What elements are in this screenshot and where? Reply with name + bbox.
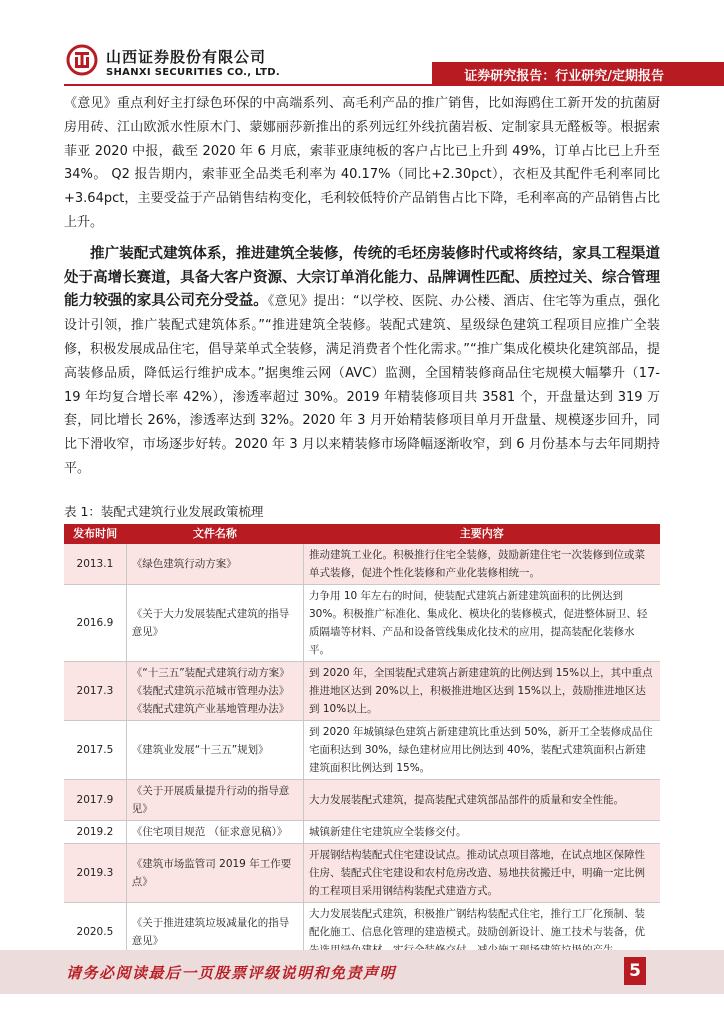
- doc-title: 《关于开展质量提升行动的指导意见》: [131, 785, 290, 815]
- doc-title: 《装配式建筑示范城市管理办法》: [131, 685, 290, 697]
- row-content: 开展钢结构装配式住宅建设试点。推动试点项目落地，在试点地区保障性住房、装配式住宅建设和农村危房改造、易地扶贫搬迁中，明确一定比例的工程项目采用钢结构装配式建造方式。: [304, 844, 661, 903]
- report-type-label: 证券研究报告：行业研究/定期报告: [464, 69, 664, 84]
- table-row: [64, 662, 660, 721]
- table-row: [64, 585, 660, 662]
- table-caption: 表 1：装配式建筑行业发展政策梳理: [64, 504, 264, 519]
- table-row: [64, 821, 660, 844]
- doc-title: 《“十三五”装配式建筑行动方案》: [131, 667, 290, 679]
- table-row: [64, 721, 660, 780]
- body-paragraph-1: 《意见》重点利好主打绿色环保的中高端系列、高毛利产品的推广销售，比如海鸥住工新开发的抗菌厨房用砖、江山欧派水性原木门、蒙娜丽莎新推出的系列远红外线抗菌岩板、定制家具无醛板等。根据索菲亚 2020 中报，截至 2020 年 6 月底，索菲亚康纯板的客户占比已上升到 49%，订单占比已上升至 34%。 Q2 报告期内，索菲亚全品类毛利率为 40.17%（同比+2.30pct），衣柜及其配件毛利率同比+3.64pct，主要受益于产品销售结构变化，毛利较低特价产品销售占比下降，毛利率高的产品销售占比上升。: [64, 96, 660, 230]
- row-content: 到 2020 年，全国装配式建筑占新建建筑的比例达到 15%以上，其中重点推进地区达到 20%以上，积极推进地区达到 15%以上，鼓励推进地区达到 10%以上。: [304, 662, 661, 721]
- row-doc-name: [126, 662, 303, 721]
- doc-title: 《关于大力发展装配式建筑的指导意见》: [131, 608, 290, 638]
- row-doc-name: [126, 844, 303, 903]
- report-type-banner: [432, 62, 724, 84]
- row-content: 大力发展装配式建筑，积极推广钢结构装配式住宅，推行工厂化预制、装配化施工、信息化管理的建造模式。鼓励创新设计、施工技术与装备，优: [304, 903, 661, 962]
- paragraph-2-emphasis: 推广装配式建筑体系，推进建筑全装修，传统的毛坯房装修时代或将终结，家具工程渠道处于高增长赛道，具备大客户资源、大宗订单消化能力、品牌调性匹配、质控过关、综合管理能力较强的家具公司充分受益。: [64, 245, 660, 310]
- doc-title: 《建筑业发展“十三五”规划》: [131, 744, 269, 756]
- row-date: 2013.1: [64, 544, 126, 585]
- table-row: [64, 544, 660, 585]
- row-date: 2019.3: [64, 844, 126, 903]
- row-doc-name: [126, 544, 303, 585]
- shanxi-securities-logo-icon: [66, 44, 98, 76]
- page-header: [0, 0, 724, 92]
- row-date: 2017.5: [64, 721, 126, 780]
- row-doc-name: [126, 585, 303, 662]
- row-content: 大力发展装配式建筑，提高装配式建筑部品部件的质量和安全性能。: [304, 780, 661, 821]
- row-doc-name: [126, 721, 303, 780]
- table-header-row: [64, 524, 660, 544]
- row-content: 推动建筑工业化。积极推行住宅全装修，鼓励新建住宅一次装修到位或菜单式装修，促进个性化装修和产业化装修相统一。: [304, 544, 661, 585]
- row-doc-name: [126, 821, 303, 844]
- company-name-en: SHANXI SECURITIES CO., LTD.: [106, 67, 280, 78]
- row-date: 2019.2: [64, 821, 126, 844]
- row-content: 到 2020 年城镇绿色建筑占新建建筑比重达到 50%，新开工全装修成品住宅面积达到 30%，绿色建材应用比例达到 40%，装配式建筑面积占新建建筑面积比例达到 15%。: [304, 721, 661, 780]
- doc-title: 《装配式建筑产业基地管理办法》: [131, 703, 290, 715]
- table-row: [64, 844, 660, 903]
- row-content: 力争用 10 年左右的时间，使装配式建筑占新建建筑面积的比例达到 30%。积极推广标准化、集成化、模块化的装修模式，促进整体厨卫、轻质隔墙等材料、产品和设备管线集成化技术的应用，提高装配化装修水平。: [304, 585, 661, 662]
- report-body: [64, 92, 660, 481]
- policy-table: [64, 524, 660, 962]
- company-name-cn: 山西证券股份有限公司: [106, 48, 267, 66]
- doc-title: 《绿色建筑行动方案》: [131, 558, 237, 570]
- header-date: 发布时间: [64, 524, 126, 544]
- row-content: 城镇新建住宅建筑应全装修交付。: [304, 821, 661, 844]
- paragraph-2-text: 《意见》提出：“以学校、医院、办公楼、酒店、住宅等为重点，强化设计引领，推广装配式建筑体系。”“推进建筑全装修。装配式建筑、星级绿色建筑工程项目应推广全装修，积极发展成品住宅，倡导菜单式全装修，满足消费者个性化需求。”“推广集成化模块化建筑部品，提高装修品质，降低运行维护成本。”据奥维云网（AVC）监测，全国精装修商品住宅规模大幅攀升（17-19 年均复合增长率 42%），渗透率超过 30%。2019 年精装修项目共 3581 个，开盘量达到 319 万套，同比增长 26%，渗透率达到 32%。2020 年 3 月开始精装修项目单月开盘量、规模逐步回升，同比下滑收窄，市场逐步好转。2020 年 3 月以来精装修市场降幅逐渐收窄，到 6 月份基本与去年同期持平。: [64, 294, 660, 476]
- row-date: 2020.5: [64, 903, 126, 962]
- header-content: 主要内容: [304, 524, 661, 544]
- header-divider: [64, 84, 724, 86]
- doc-title: 《建筑市场监管司 2019 年工作要点》: [131, 858, 292, 888]
- header-doc-name: 文件名称: [126, 524, 303, 544]
- table-row: [64, 780, 660, 821]
- row-doc-name: [126, 780, 303, 821]
- row-date: 2016.9: [64, 585, 126, 662]
- footer-disclaimer: 请务必阅读最后一页股票评级说明和免责声明: [66, 964, 397, 982]
- doc-title: 《关于推进建筑垃圾减量化的指导意见》: [131, 917, 290, 947]
- page-number: 5: [624, 957, 646, 985]
- body-paragraph-2: [64, 243, 660, 481]
- row-date: 2017.3: [64, 662, 126, 721]
- doc-title: 《住宅项目规范 （征求意见稿）》: [131, 826, 288, 838]
- row-date: 2017.9: [64, 780, 126, 821]
